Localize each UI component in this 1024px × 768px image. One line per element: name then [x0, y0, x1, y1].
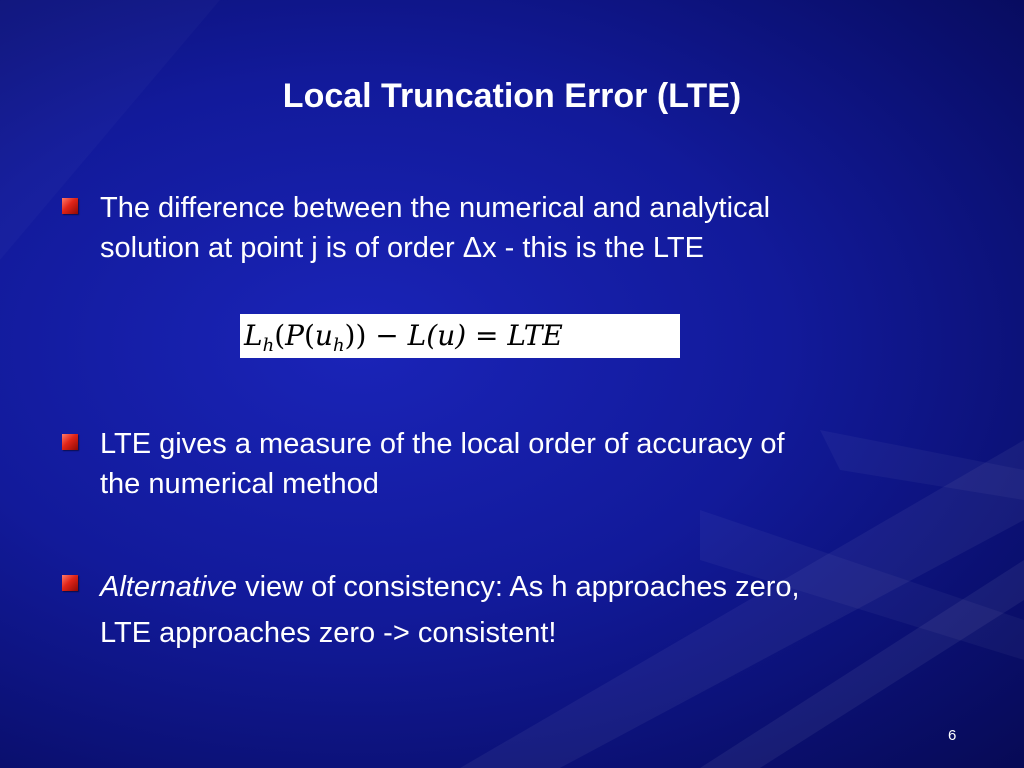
formula-paren-1: ( — [274, 319, 286, 352]
bullet-3-emphasis: Alternative — [100, 571, 238, 603]
bullet-3-line-1 — [100, 564, 960, 610]
bullet-3-line-2: LTE approaches zero -> consistent! — [100, 617, 557, 649]
formula-equals: = — [466, 319, 508, 352]
formula-u-subscript: h — [332, 335, 345, 356]
bullet-1-line-2: solution at point j is of order Δx - this is the LTE — [100, 232, 704, 264]
formula-L2: L — [407, 319, 427, 352]
formula-u: u — [314, 319, 333, 352]
formula-L-subscript: h — [262, 335, 275, 356]
bullet-1-text — [100, 188, 960, 268]
formula-L: L — [244, 319, 263, 352]
lte-formula — [240, 314, 680, 358]
bullet-1-icon — [62, 198, 78, 214]
bullet-3-text — [100, 564, 960, 656]
formula-rhs: LTE — [507, 319, 563, 352]
bullet-3-line-1-rest: view of consistency: As h approaches zero, — [237, 571, 800, 603]
formula-minus: − — [366, 319, 408, 352]
bullet-2-text — [100, 424, 960, 504]
formula-close-parens: )) — [344, 319, 367, 352]
formula-P: P — [285, 319, 304, 352]
bullet-2-line-2: the numerical method — [100, 468, 379, 500]
slide-title: Local Truncation Error (LTE) — [282, 77, 742, 115]
formula-paren-2: ( — [303, 319, 315, 352]
bullet-2-line-1: LTE gives a measure of the local order of accuracy of — [100, 428, 785, 460]
bullet-2-icon — [62, 434, 78, 450]
formula-L2-argument: (u) — [426, 319, 467, 352]
bullet-1-line-1: The difference between the numerical and analytical — [100, 192, 771, 224]
page-number: 6 — [948, 727, 957, 744]
bullet-3-icon — [62, 575, 78, 591]
